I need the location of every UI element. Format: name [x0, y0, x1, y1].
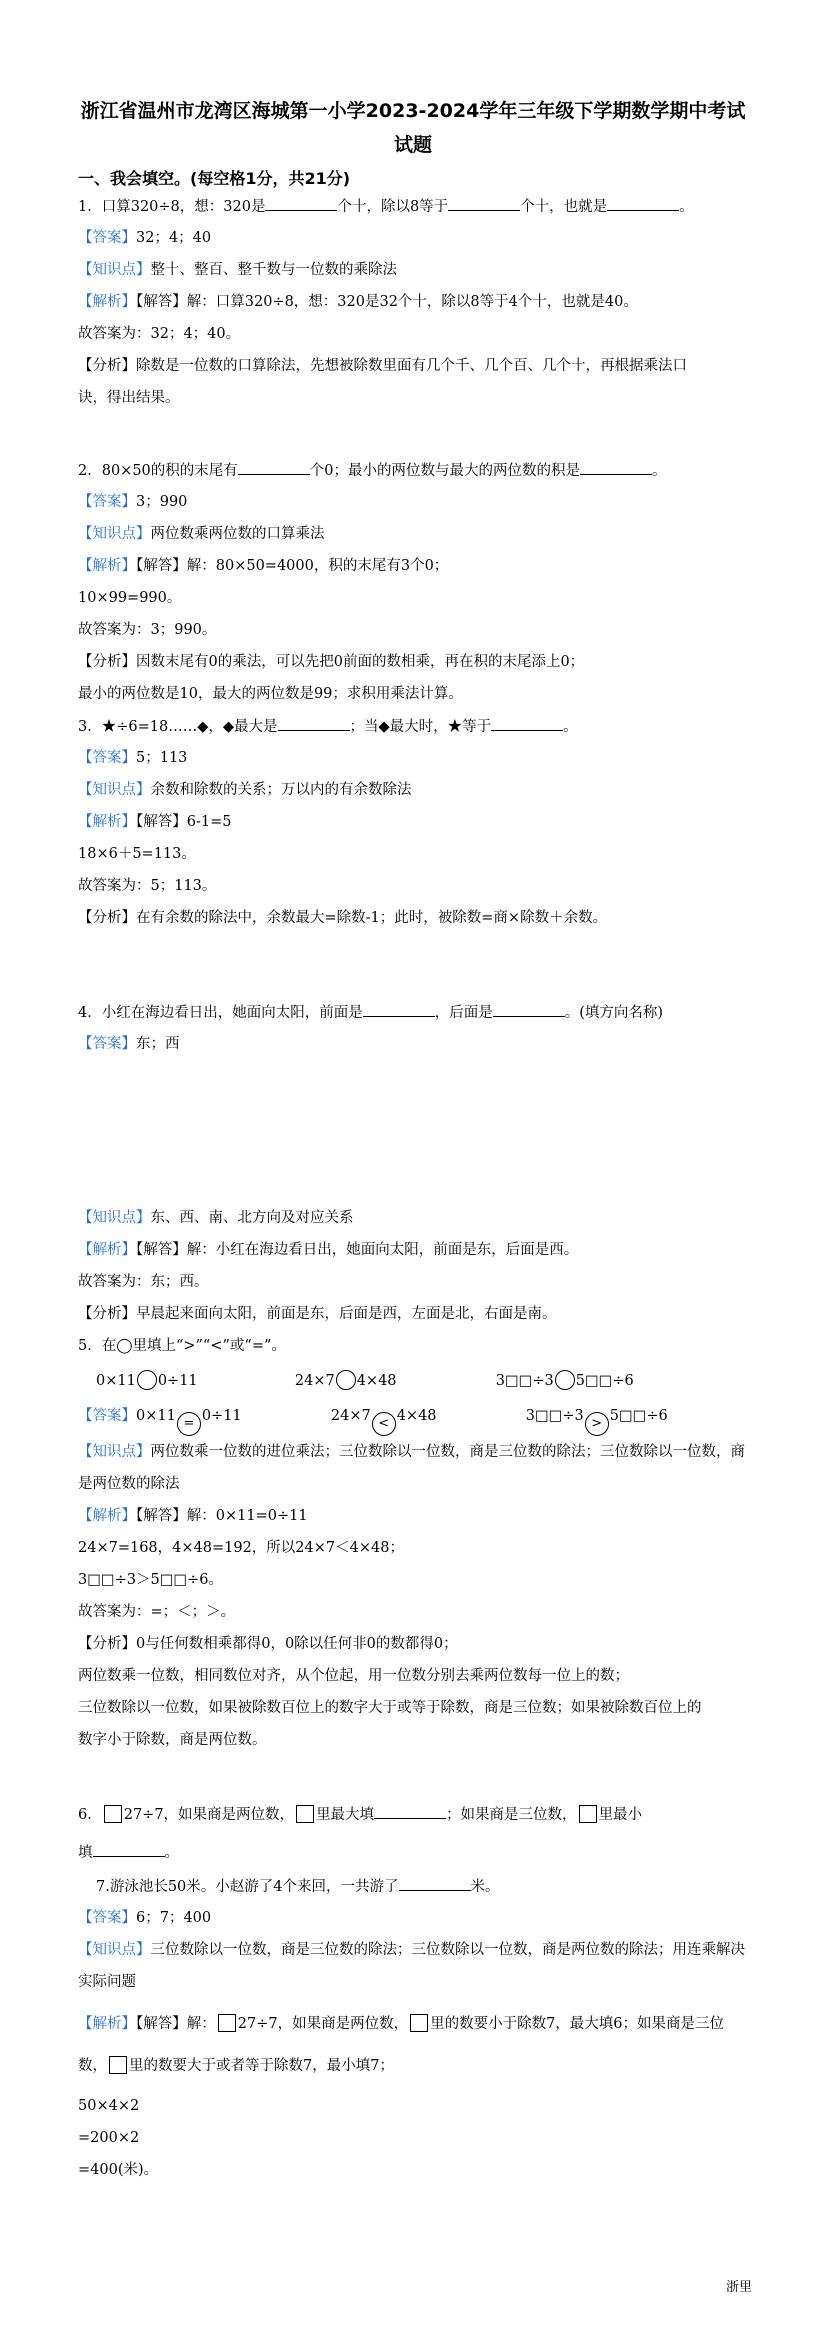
q2-solution: 【解析】【解答】解：80×50=4000，积的末尾有3个0；: [78, 558, 449, 574]
q5-knowledge-cont: 是两位数的除法: [78, 1476, 180, 1492]
compare-circle: [555, 1370, 575, 1390]
answer-circle: <: [372, 1412, 396, 1436]
q4-final: 故答案为：东；西。: [78, 1274, 209, 1290]
q5-stem: 5．在◯里填上“>”“<”或“=”。: [78, 1338, 286, 1354]
q2-step: 10×99=990。: [78, 590, 182, 606]
q5-solution: 【解析】【解答】解：0×11=0÷11: [78, 1508, 308, 1524]
q3-knowledge: 【知识点】余数和除数的关系；万以内的有余数除法: [78, 782, 412, 798]
q5-fenxi-cont: 数字小于除数，商是两位数。: [78, 1732, 267, 1748]
q3-stem: 3．★÷6=18……◆，◆最大是 ；当◆最大时，★等于 。: [78, 716, 578, 737]
q2-fenxi: 【分析】因数末尾有0的乘法，可以先把0前面的数相乘，再在积的末尾添上0；: [78, 654, 585, 670]
blank: [607, 196, 679, 211]
q7-solution: 【解析】【解答】解： 27÷7，如果商是两位数， 里的数要小于除数7，最大填6；如果商是三位: [78, 2016, 725, 2032]
compare-circle: [336, 1370, 356, 1390]
q6-stem-cont: 填 。: [78, 1842, 179, 1863]
blank: [363, 1002, 435, 1017]
q5-expr-row: 0×11 0÷11 24×7 4×48 3□□÷3 5□□÷6: [96, 1370, 634, 1391]
blank: [238, 460, 310, 475]
q2-answer: 【答案】3；990: [78, 494, 188, 510]
doc-title-line1: 浙江省温州市龙湾区海城第一小学2023-2024学年三年级下学期数学期中考试: [80, 100, 746, 122]
q1-fenxi-cont: 诀，得出结果。: [78, 390, 180, 406]
q7-stem: 7.游泳池长50米。小赵游了4个来回，一共游了 米。: [96, 1876, 500, 1897]
q5-step: 24×7=168，4×48=192，所以24×7＜4×48；: [78, 1540, 404, 1556]
q5-fenxi: 【分析】0与任何数相乘都得0，0除以任何非0的数都得0；: [78, 1636, 458, 1652]
q4-answer: 【答案】东；西: [78, 1036, 180, 1052]
q3-answer: 【答案】5；113: [78, 750, 188, 766]
q1-answer: 【答案】32；4；40: [78, 230, 212, 246]
blank: [580, 460, 652, 475]
q5-fenxi-cont: 两位数乘一位数，相同数位对齐，从个位起，用一位数分别去乘两位数每一位上的数；: [78, 1668, 629, 1684]
q3-step: 18×6＋5=113。: [78, 846, 196, 862]
q7-step: =400(米)。: [78, 2162, 159, 2178]
q7-step: 50×4×2: [78, 2098, 140, 2114]
blank: [265, 196, 337, 211]
q1-stem: 1．口算320÷8，想：320是 个十，除以8等于 个十，也就是 。: [78, 196, 694, 217]
q7-knowledge-cont: 实际问题: [78, 1974, 136, 1990]
answer-circle: =: [177, 1412, 201, 1436]
box-icon: [104, 1805, 122, 1823]
box-icon: [296, 1805, 314, 1823]
q4-solution: 【解析】【解答】解：小红在海边看日出，她面向太阳，前面是东，后面是西。: [78, 1242, 579, 1258]
q7-step: =200×2: [78, 2130, 140, 2146]
box-icon: [579, 1805, 597, 1823]
page-footer: 浙里: [725, 2280, 752, 2295]
section-heading: 一、我会填空。(每空格1分，共21分): [78, 169, 351, 188]
blank: [491, 716, 563, 731]
doc-title-line2: 试题: [393, 134, 432, 156]
q4-knowledge: 【知识点】东、西、南、北方向及对应关系: [78, 1210, 354, 1226]
q7-answer: 【答案】6；7；400: [78, 1910, 212, 1926]
q5-fenxi-cont: 三位数除以一位数，如果被除数百位上的数字大于或等于除数，商是三位数；如果被除数百位上的: [78, 1700, 702, 1716]
q2-stem: 2．80×50的积的末尾有 个0；最小的两位数与最大的两位数的积是 。: [78, 460, 667, 481]
q5-step: 3□□÷3＞5□□÷6。: [78, 1572, 223, 1588]
blank: [448, 196, 520, 211]
q7-solution-cont: 数， 里的数要大于或者等于除数7，最小填7；: [78, 2058, 394, 2074]
blank: [493, 1002, 565, 1017]
blank: [93, 1842, 165, 1857]
blank: [399, 1876, 471, 1891]
q6-stem: 6． 27÷7，如果商是两位数， 里最大填 ；如果商是三位数， 里最小: [78, 1804, 642, 1825]
q3-fenxi: 【分析】在有余数的除法中，余数最大=除数-1；此时，被除数=商×除数＋余数。: [78, 910, 608, 926]
box-icon: [410, 2014, 428, 2032]
q7-knowledge: 【知识点】三位数除以一位数，商是三位数的除法；三位数除以一位数，商是两位数的除法；用连乘解决: [78, 1942, 745, 1958]
box-icon: [218, 2014, 236, 2032]
q1-solution: 【解析】【解答】解：口算320÷8，想：320是32个十，除以8等于4个十，也就是40。: [78, 294, 638, 310]
q4-stem: 4．小红在海边看日出，她面向太阳，前面是 ，后面是 。(填方向名称): [78, 1002, 663, 1023]
q5-knowledge: 【知识点】两位数乘一位数的进位乘法；三位数除以一位数，商是三位数的除法；三位数除以一位数，商: [78, 1444, 745, 1460]
q3-final: 故答案为：5；113。: [78, 878, 217, 894]
blank: [278, 716, 350, 731]
q5-answer: 【答案】0×11 = 0÷11 24×7 < 4×48 3□□÷3 > 5□□÷6: [78, 1406, 668, 1436]
q2-final: 故答案为：3；990。: [78, 622, 217, 638]
q1-knowledge: 【知识点】整十、整百、整千数与一位数的乘除法: [78, 262, 397, 278]
q2-fenxi-cont: 最小的两位数是10，最大的两位数是99；求积用乘法计算。: [78, 686, 463, 702]
box-icon: [109, 2056, 127, 2074]
blank: [374, 1804, 446, 1819]
q2-knowledge: 【知识点】两位数乘两位数的口算乘法: [78, 526, 325, 542]
q3-solution: 【解析】【解答】6-1=5: [78, 814, 232, 830]
q5-final: 故答案为：=；＜；＞。: [78, 1604, 236, 1620]
compare-circle: [137, 1370, 157, 1390]
answer-circle: >: [585, 1412, 609, 1436]
q1-final: 故答案为：32；4；40。: [78, 326, 241, 342]
q1-fenxi: 【分析】除数是一位数的口算除法，先想被除数里面有几个千、几个百、几个十，再根据乘法口: [78, 358, 687, 374]
q4-fenxi: 【分析】早晨起来面向太阳，前面是东，后面是西，左面是北，右面是南。: [78, 1306, 557, 1322]
